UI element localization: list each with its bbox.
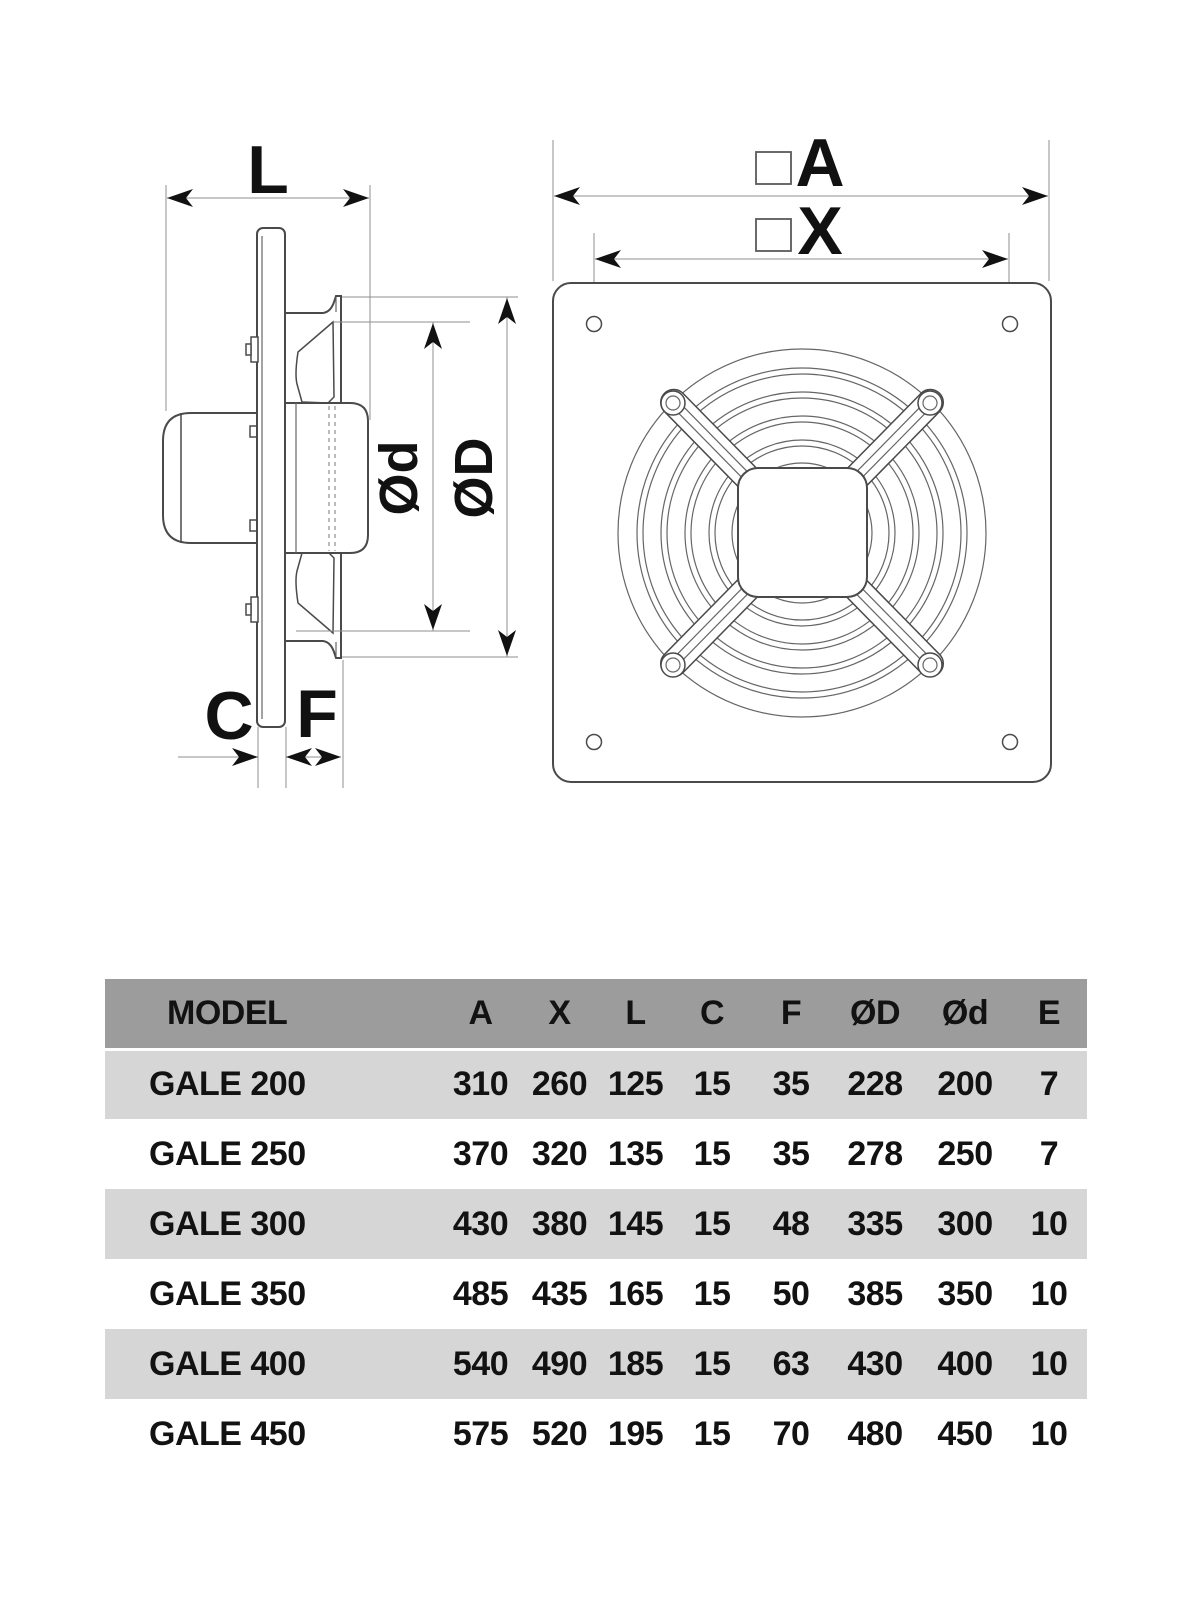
column-header--d: ØD [831,979,919,1049]
guard-boss [661,653,685,677]
dimensions-table [105,979,1087,1469]
value-cell: 260 [531,1065,588,1104]
value-cell: 10 [1030,1414,1068,1453]
value-cell: 278 [847,1134,903,1173]
fan-blade-top [296,322,334,403]
value-cell: 48 [772,1204,810,1243]
value-cell: 10 [1030,1204,1068,1243]
column-header-model: MODEL [105,979,440,1049]
guard-boss [918,391,942,415]
value-cell: 7 [1039,1065,1059,1104]
terminal-tab [246,604,251,615]
front-view [553,125,1051,782]
terminal-tab [251,597,258,622]
model-cell: GALE 450 [149,1414,306,1453]
value-cell: 70 [772,1414,810,1453]
value-cell: 430 [847,1344,903,1383]
column-header-x: X [521,979,598,1049]
value-cell: 490 [531,1344,588,1383]
value-cell: 35 [772,1134,810,1173]
table-row [105,1049,1087,1119]
table-row [105,1399,1087,1469]
value-cell: 185 [607,1344,664,1383]
value-cell: 63 [772,1344,810,1383]
value-cell: 15 [693,1274,731,1313]
value-cell: 400 [937,1344,993,1383]
value-cell: 430 [452,1204,509,1243]
value-cell: 10 [1030,1274,1068,1313]
venturi-duct [285,296,368,658]
terminal-tab [246,344,251,355]
dimension-d-big-label: ØD [444,437,504,519]
table-row [105,1329,1087,1399]
value-cell: 125 [607,1065,664,1104]
value-cell: 435 [531,1274,588,1313]
value-cell: 10 [1030,1344,1068,1383]
guard-boss [918,653,942,677]
model-cell: GALE 350 [149,1274,306,1313]
value-cell: 15 [693,1204,731,1243]
model-cell: GALE 300 [149,1204,306,1243]
guard-boss [661,391,685,415]
value-cell: 15 [693,1134,731,1173]
value-cell: 145 [607,1204,664,1243]
value-cell: 540 [452,1344,509,1383]
value-cell: 520 [531,1414,588,1453]
column-header-c: C [673,979,751,1049]
value-cell: 165 [607,1274,664,1313]
value-cell: 15 [693,1065,731,1104]
rotor-hub [285,403,368,553]
value-cell: 380 [531,1204,588,1243]
dimension-L-label: L [247,132,289,208]
value-cell: 135 [607,1134,664,1173]
dimension-d-small-label: Ød [369,440,429,516]
value-cell: 15 [693,1344,731,1383]
terminal-tab [251,337,258,362]
model-cell: GALE 200 [149,1065,306,1104]
side-view [163,132,518,788]
value-cell: 200 [937,1065,993,1104]
table-row [105,1119,1087,1189]
value-cell: 300 [937,1204,993,1243]
dimension-A-label: A [795,125,845,201]
table-header-row [105,979,1087,1049]
value-cell: 335 [847,1204,903,1243]
model-cell: GALE 400 [149,1344,306,1383]
square-symbol-icon [756,219,791,251]
value-cell: 50 [772,1274,810,1313]
value-cell: 7 [1039,1134,1059,1173]
column-header-f: F [751,979,831,1049]
value-cell: 370 [452,1134,509,1173]
hub-cover [738,468,867,597]
value-cell: 35 [772,1065,810,1104]
value-cell: 385 [847,1274,903,1313]
dimension-F-label: F [296,676,338,752]
value-cell: 480 [847,1414,903,1453]
table-row [105,1189,1087,1259]
dimension-X-label: X [797,193,843,269]
column-header-l: L [598,979,673,1049]
column-header--d: Ød [919,979,1011,1049]
value-cell: 250 [937,1134,993,1173]
model-cell: GALE 250 [149,1134,306,1173]
value-cell: 320 [531,1134,588,1173]
value-cell: 350 [937,1274,993,1313]
table-row [105,1259,1087,1329]
motor-body [163,413,258,543]
column-header-e: E [1011,979,1087,1049]
value-cell: 575 [452,1414,509,1453]
fan-blade-bottom [296,552,334,633]
column-header-a: A [440,979,521,1049]
value-cell: 310 [452,1065,509,1104]
value-cell: 485 [452,1274,509,1313]
value-cell: 450 [937,1414,993,1453]
square-symbol-icon [756,152,791,184]
dimension-C-label: C [204,678,254,754]
value-cell: 195 [607,1414,664,1453]
value-cell: 15 [693,1414,731,1453]
value-cell: 228 [847,1065,903,1104]
